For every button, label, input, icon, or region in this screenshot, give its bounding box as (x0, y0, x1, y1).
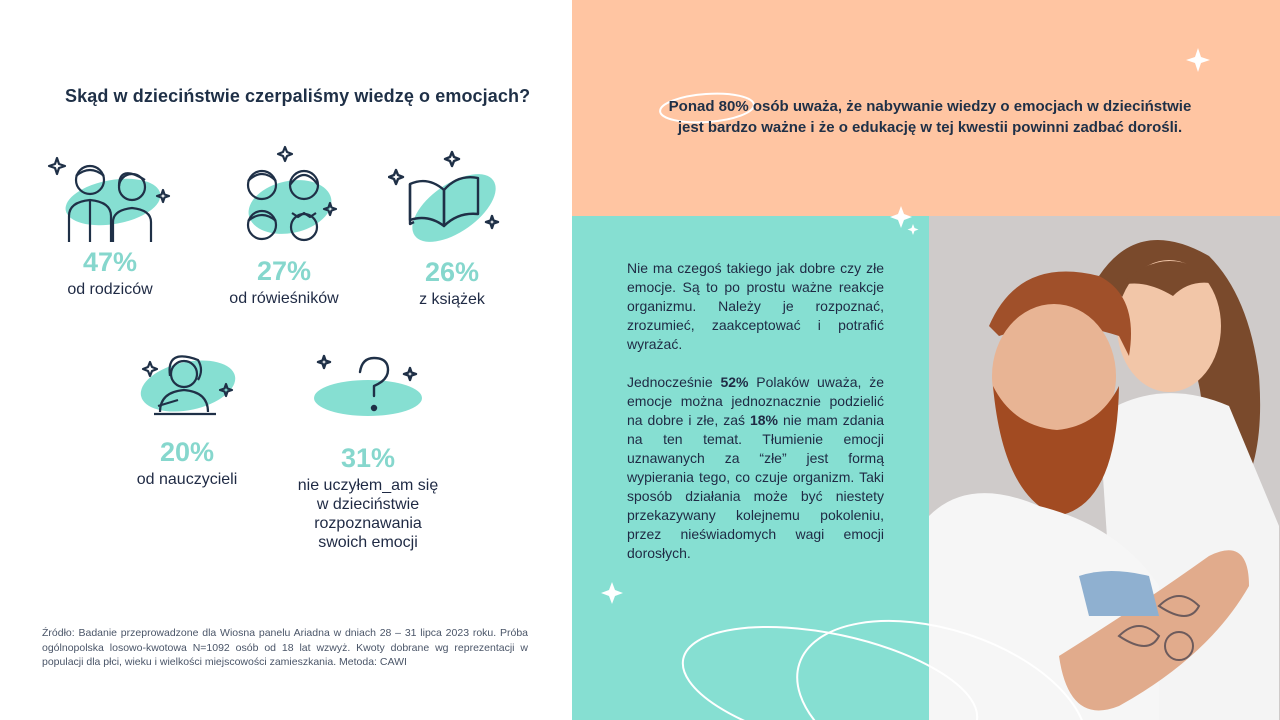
stat-books (388, 150, 516, 309)
stat-percentage: 27% (256, 256, 312, 286)
text-span: Jednocześnie (627, 374, 721, 390)
source-note: Źródło: Badanie przeprowadzone dla Wiosna panelu Ariadna w dniach 28 – 31 lipca 2023 roku. Próba ogólnopolska losowo-kwotowa N=1092 osób od 18 lat wzwyż. Kwoty dobrane wg reprezentacji w populacji dla płci, wieku i wielkości miejscowości zamieszkania. Metoda: CAWI (42, 627, 528, 668)
stat-did-not-learn (290, 352, 446, 552)
body-text (627, 259, 884, 582)
stat-label-line: w dzieciństwie (316, 496, 420, 513)
stat-teachers (122, 346, 252, 489)
stat-parents (45, 152, 175, 299)
stat-label: od rodziców (67, 281, 153, 298)
stat-percentage: 31% (340, 443, 396, 473)
quote-line: jest bardzo ważne i że o edukację w tej kwestii powinni zadbać dorośli. (677, 119, 1183, 136)
parents-icon (45, 152, 175, 244)
stat-label: od nauczycieli (136, 471, 238, 488)
key-quote (640, 96, 1220, 138)
stat-label-line: swoich emocji (318, 534, 418, 551)
quote-line: Ponad 80% osób uważa, że nabywanie wiedzy o emocjach w dzieciństwie (668, 98, 1192, 115)
stat-label: od rówieśników (229, 290, 339, 307)
teacher-icon (122, 346, 252, 434)
stat-percentage: 20% (159, 437, 215, 467)
stat-label-line: nie uczyłem_am się (297, 477, 439, 494)
question-mark-icon (290, 352, 446, 428)
text-span: nie mam zdania na ten temat. Tłumienie emocji uznawanych za “złe” jest formą wypierania tego, co czuje organizm. Taki sposób działania może być niestety przekazywany kolejnemu pokoleniu, przez nieświadomych wagi emocji dorosłych. (627, 412, 884, 561)
stat-percentage: 26% (424, 257, 480, 287)
peers-icon (218, 145, 350, 253)
highlight-18: 18% (749, 412, 778, 428)
paragraph-2 (627, 373, 884, 563)
book-icon (388, 150, 516, 254)
stat-label-line: rozpoznawania (314, 515, 422, 532)
stat-peers (218, 145, 350, 308)
text-span: Polaków uważa, że emocje można jednoznacznie podzielić na dobre i złe, zaś (627, 374, 884, 428)
stat-percentage: 47% (82, 247, 138, 277)
stat-label (290, 476, 446, 552)
page-title: Skąd w dzieciństwie czerpaliśmy wiedzę o emocjach? (65, 86, 531, 106)
highlight-52: 52% (720, 374, 749, 390)
paragraph-1: Nie ma czegoś takiego jak dobre czy złe emocje. Są to po prostu ważne reakcje organizmu. Należy je rozpoznać, zrozumieć, zaakceptować i potrafić wyrażać. (627, 260, 884, 352)
stat-label: z książek (419, 291, 485, 308)
